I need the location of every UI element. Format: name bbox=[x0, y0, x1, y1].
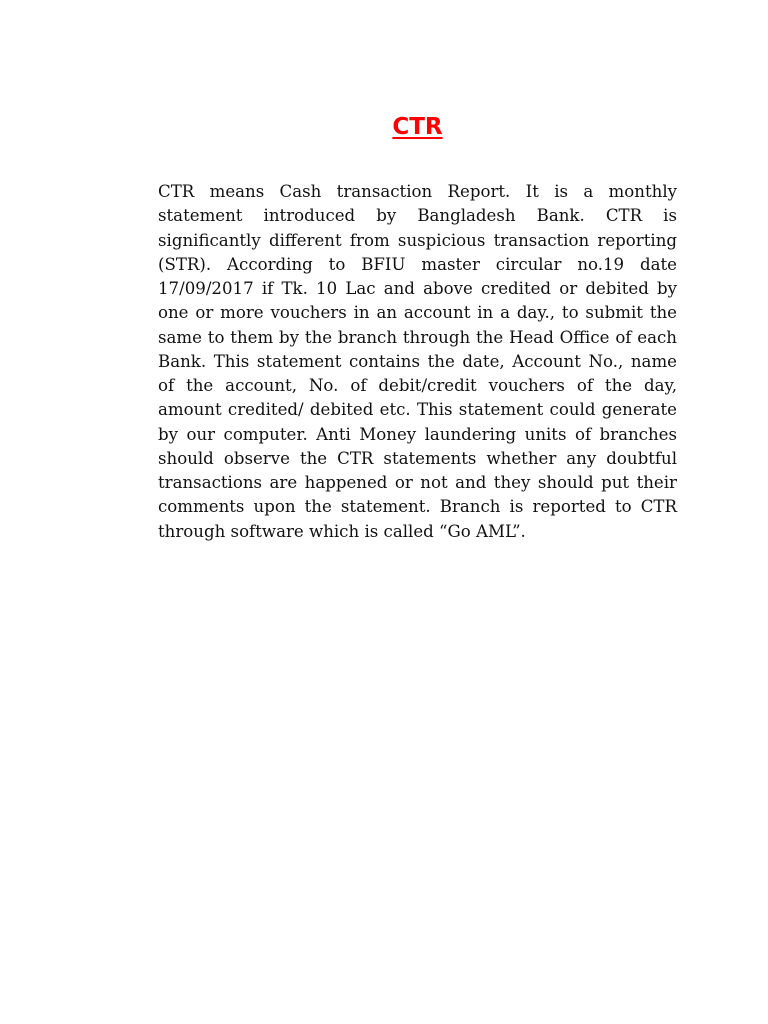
body-paragraph: CTR means Cash transaction Report. It is a monthly statement introduced by Bangladesh Bank. CTR is significantly different from suspicious transaction reporting (STR). According to BFIU master circular no.19 date 17/09/2017 if Tk. 10 Lac and above credited or debited by one or more vouchers in an account in a day., to submit the same to them by the branch through the Head Office of each Bank. This statement contains the date, Account No., name of the account, No. of debit/credit vouchers of the day, amount credited/ debited etc. This statement could generate by our computer. Anti Money laundering units of branches should observe the CTR statements whether any doubtful transactions are happened or not and they should put their comments upon the statement. Branch is reported to CTR through software which is called “Go AML”. bbox=[158, 182, 677, 541]
document-title: CTR bbox=[392, 114, 443, 140]
